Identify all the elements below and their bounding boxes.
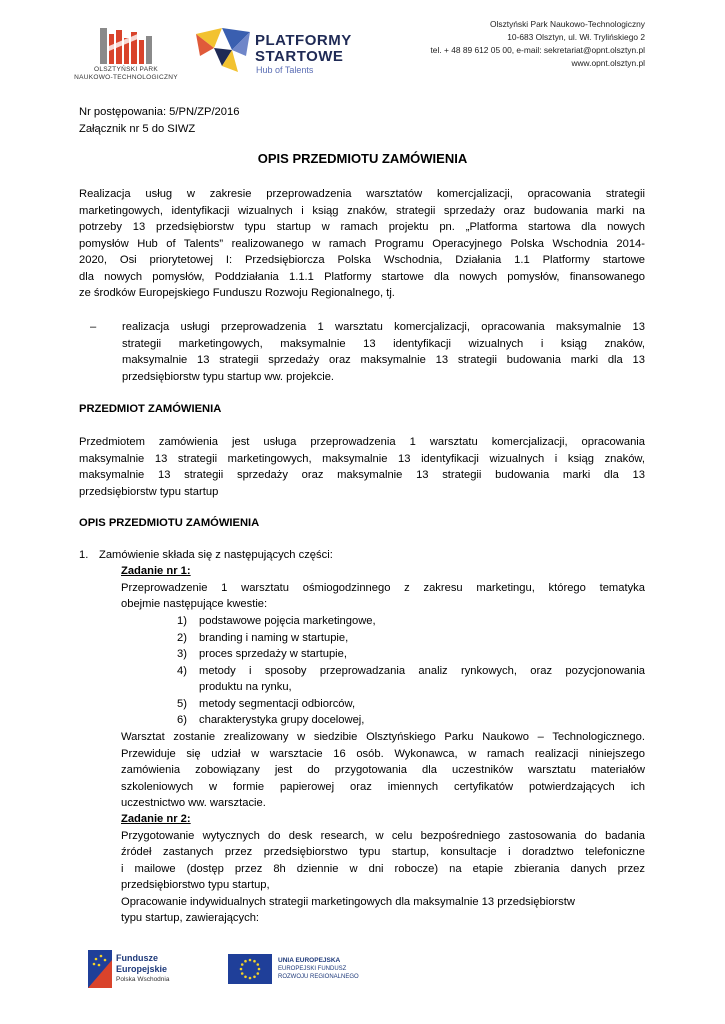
item-number: 1. [79,549,89,561]
platformy-title-line1: PLATFORMY [255,32,352,49]
intro-line: dla nowych pomysłów, Poddziałania 1.1.1 Platformy startowe dla nowych pomysłów, finansowanego [79,270,645,283]
contact-line: 10-683 Olsztyn, ul. Wł. Trylińskiego 2 [507,32,645,42]
eu-line3: ROZWOJU REGIONALNEGO [278,974,359,980]
list-item [177,630,645,647]
eu-line1: UNIA EUROPEJSKA [278,957,341,964]
attachment-label: Załącznik nr 5 do SIWZ [79,122,196,135]
dash-marker: – [90,321,97,333]
task-1-after-paragraph [121,729,645,812]
fundusze-europejskie-icon [88,950,112,988]
intro-line: ze środków Europejskiego Funduszu Rozwoju Regionalnego, tj. [79,287,395,299]
task-line: źródeł zastanych przez przedsiębiorstwo typu startup, konsultacje i doradztwo telefoniczne [121,846,645,858]
list-text: proces sprzedaży w startupie, [199,648,347,660]
opnt-caption-line1: OLSZTYŃSKI PARK [94,66,158,73]
section-przedmiot-paragraph [79,434,645,500]
contact-block [430,18,645,70]
list-text: podstawowe pojęcia marketingowe, [199,615,376,627]
platformy-mark-icon [192,26,252,76]
list-item [177,712,645,729]
intro-paragraph [79,186,645,302]
fundusze-europejskie-logo [88,950,178,992]
list-number: 2) [177,631,187,644]
task-line: przedsiębiorstwo typu startup, [121,879,270,891]
task-line: Opracowanie indywidualnych strategii marketingowych dla maksymalnie 13 przedsiębiorstw [121,895,575,908]
eu-flag-icon [228,954,272,984]
task-line: Przeprowadzenie 1 warsztatu ośmiogodzinnego z zakresu marketingu, którego tematyka [121,581,645,594]
dash-item-line: realizacja usługi przeprowadzenia 1 warsztatu komercjalizacji, opracowania maksymalnie 13 [122,321,645,333]
list-item [177,663,645,696]
task-line: Warsztat zostanie zrealizowany w siedzibie Olsztyńskiego Parku Naukowo – Technologicznego. [121,731,645,743]
task-2-label: Zadanie nr 2: [121,813,191,825]
document-title: OPIS PRZEDMIOTU ZAMÓWIENIA [257,151,468,166]
intro-line: potrzeby 13 przedsiębiorstw typu startup w ramach projektu pn. „Platforma startowa dla nowych [79,221,645,233]
list-text: charakterystyka grupy docelowej, [199,714,365,726]
task-line: typu startup, zawierających: [121,912,260,924]
platformy-startowe-logo [192,26,372,78]
contact-line: Olsztyński Park Naukowo-Technologiczny [490,19,645,29]
contact-line: tel. + 48 89 612 05 00, e-mail: sekretariat@opnt.olsztyn.pl [430,45,645,55]
task-line: szkoleniowych w formie papierowej oraz imiennych certyfikatów potwierdzających ich [121,780,645,793]
list-item [177,613,645,630]
intro-line: 2020, Osi priorytetowej I: Przedsiębiorcza Polska Wschodnia, Działania 1.1 Platformy startowe [79,254,645,266]
unia-europejska-logo [228,954,368,988]
section-line: maksymalnie 13 strategii marketingowych, maksymalnie 13 identyfikacji wizualnych i ksiąg znaków, [79,452,645,465]
numbered-item-1 [79,547,333,564]
eu-line2: EUROPEJSKI FUNDUSZ [278,966,347,972]
intro-line: pomysłów Hub of Talents” realizowanego w ramach Programu Operacyjnego Polska Wschodnia 2014- [79,237,645,250]
list-text: metody segmentacji odbiorców, [199,697,356,710]
list-item [177,646,645,663]
fundusze-line2: Europejskie [116,964,168,974]
list-number: 3) [177,648,187,660]
section-line: maksymalnie 13 strategii sprzedaży oraz maksymalnie 13 strategii budowania marki dla 13 [79,469,645,481]
platformy-title-line2: STARTOWE [255,48,344,65]
opnt-caption-line2: NAUKOWO-TECHNOLOGICZNY [74,74,178,81]
task-line: Przygotowanie wytycznych do desk research, w celu bezpośredniego zastosowania do badania [121,829,645,842]
section-line: przedsiębiorstw typu startup [79,485,219,498]
list-item [177,696,645,713]
section-heading-opis: OPIS PRZEDMIOTU ZAMÓWIENIA [79,517,260,529]
platformy-subtitle: Hub of Talents [256,65,314,75]
dash-item-line: przedsiębiorstw typu startup ww. projekcie. [122,370,335,383]
task-line: Przewiduje się udział w warsztacie 16 osób. Wykonawca, w ramach realizacji niniejszego [121,747,645,760]
item-text: Zamówienie składa się z następujących części: [99,549,333,561]
task-line: zamówienia zobowiązany jest do przygotowania dla uczestników warsztatu materiałów [121,764,645,776]
list-text: produktu na rynku, [199,681,292,693]
section-heading-przedmiot: PRZEDMIOT ZAMÓWIENIA [79,403,222,415]
list-number: 1) [177,615,187,627]
task-1-label: Zadanie nr 1: [121,565,191,577]
task-line: i mailowe (dostęp przez 8h dziennie w dni robocze) na etapie zbierania danych przez [121,862,645,875]
fundusze-line1: Fundusze [116,953,158,963]
list-text: metody i sposoby przeprowadzania analiz rynkowych, oraz pozycjonowania [199,664,645,677]
task-1-block [121,563,645,613]
dash-item-line: maksymalnie 13 strategii sprzedaży oraz maksymalnie 13 strategii budowania marki dla 13 [122,354,645,366]
contact-line: www.opnt.olsztyn.pl [571,58,645,68]
task-line: obejmie następujące kwestie: [121,598,268,610]
task-line: uczestnictwo ww. warsztacie. [121,797,266,809]
section-line: Przedmiotem zamówienia jest usługa przeprowadzenia 1 warsztatu komercjalizacji, opracowania [79,436,645,448]
intro-line: Realizacja usług w zakresie przeprowadzenia warsztatów komercjalizacji, opracowania strategii [79,188,645,200]
fundusze-line3: Polska Wschodnia [116,976,170,983]
opnt-logo [70,24,182,82]
task-2-block [121,811,645,927]
reference-block [79,104,645,137]
list-number: 5) [177,697,187,710]
list-number: 4) [177,664,187,677]
reference-number: Nr postępowania: 5/PN/ZP/2016 [79,106,240,118]
intro-line: marketingowych, identyfikacji wizualnych i ksiąg znaków, strategii sprzedaży oraz budowania marki na [79,204,645,217]
opnt-bars-icon [98,24,154,66]
list-number: 6) [177,714,187,726]
dash-item-line: strategii marketingowych, maksymalnie 13 identyfikacji wizualnych i ksiąg znaków, [122,337,645,350]
list-text: branding i naming w startupie, [199,631,349,644]
task-1-topic-list [177,613,645,729]
